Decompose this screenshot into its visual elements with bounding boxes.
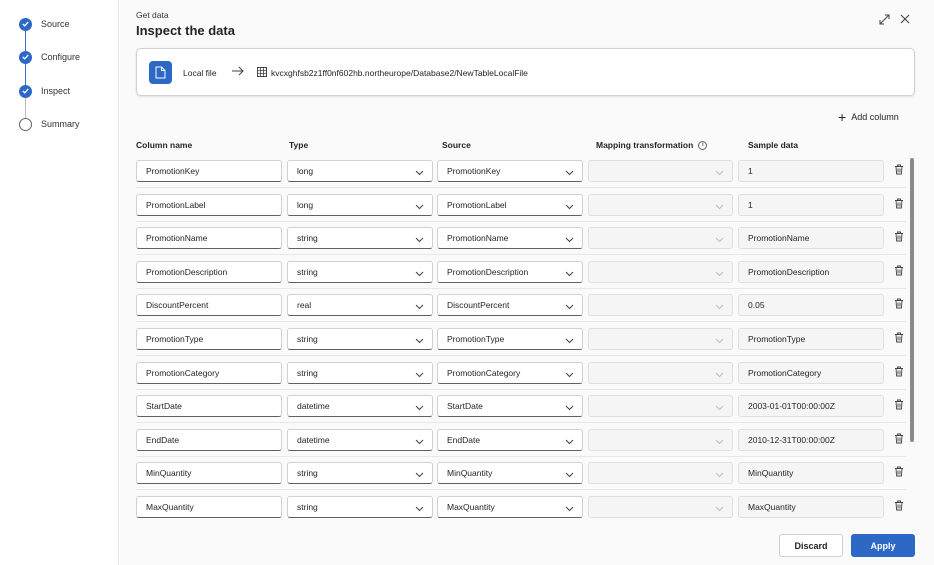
source-dropdown[interactable] — [437, 227, 583, 249]
mapping-dropdown[interactable] — [588, 496, 733, 518]
sample-value: 2010-12-31T00:00:00Z — [748, 434, 835, 445]
trash-icon[interactable] — [894, 399, 904, 412]
source-value: PromotionName — [447, 233, 509, 244]
source-destination-card — [136, 48, 915, 96]
info-icon[interactable]: i — [698, 141, 707, 150]
page-title: Inspect the data — [136, 23, 235, 38]
chevron-down-icon — [715, 168, 724, 178]
source-dropdown[interactable] — [437, 462, 583, 484]
chevron-down-icon — [715, 235, 724, 245]
column-name-input[interactable] — [136, 496, 282, 518]
source-dropdown[interactable] — [437, 261, 583, 283]
source-label: Local file — [183, 68, 217, 78]
file-icon — [149, 61, 172, 84]
scrollbar[interactable] — [910, 158, 915, 521]
trash-icon[interactable] — [894, 198, 904, 211]
chevron-down-icon — [565, 202, 574, 212]
column-name-input[interactable] — [136, 395, 282, 417]
chevron-down-icon — [715, 302, 724, 312]
chevron-down-icon — [565, 168, 574, 178]
type-value: string — [297, 233, 318, 244]
apply-button[interactable]: Apply — [851, 534, 915, 557]
chevron-down-icon — [715, 370, 724, 380]
discard-button[interactable]: Discard — [779, 534, 843, 557]
column-name-input[interactable] — [136, 194, 282, 216]
column-name-input[interactable] — [136, 294, 282, 316]
type-dropdown[interactable] — [287, 194, 433, 216]
table-row — [120, 389, 910, 423]
checkmark-icon — [19, 85, 32, 98]
table-row — [120, 456, 910, 490]
chevron-down-icon — [715, 403, 724, 413]
header-mapping — [596, 140, 707, 150]
type-value: string — [297, 367, 318, 378]
trash-icon[interactable] — [894, 164, 904, 177]
table-row — [120, 154, 910, 188]
chevron-down-icon — [415, 403, 424, 413]
step-label: Inspect — [41, 86, 71, 96]
source-value: DiscountPercent — [447, 300, 510, 311]
scrollbar-thumb[interactable] — [910, 158, 914, 442]
trash-icon[interactable] — [894, 466, 904, 479]
add-column-button[interactable] — [838, 109, 899, 125]
mapping-dropdown[interactable] — [588, 294, 733, 316]
type-dropdown[interactable] — [287, 261, 433, 283]
mapping-dropdown[interactable] — [588, 362, 733, 384]
source-dropdown[interactable] — [437, 328, 583, 350]
type-dropdown[interactable] — [287, 362, 433, 384]
header-sample: Sample data — [748, 140, 799, 150]
chevron-down-icon — [565, 437, 574, 447]
arrow-right-icon — [231, 66, 244, 78]
mapping-dropdown[interactable] — [588, 328, 733, 350]
sample-value: MaxQuantity — [748, 502, 796, 512]
chevron-down-icon — [565, 470, 574, 480]
trash-icon[interactable] — [894, 298, 904, 311]
column-name-input[interactable] — [136, 462, 282, 484]
chevron-down-icon — [715, 437, 724, 447]
sample-value: PromotionType — [748, 334, 806, 344]
sample-value: 1 — [748, 199, 753, 210]
sample-value: 2003-01-01T00:00:00Z — [748, 401, 835, 412]
chevron-down-icon — [415, 269, 424, 279]
sample-data-field — [738, 194, 884, 216]
inspect-panel — [120, 0, 934, 565]
type-value: datetime — [297, 434, 330, 445]
sample-data-field — [738, 429, 884, 451]
type-value: real — [297, 300, 312, 311]
sample-data-field — [738, 462, 884, 484]
chevron-down-icon — [715, 470, 724, 480]
mapping-dropdown[interactable] — [588, 261, 733, 283]
column-name-input[interactable] — [136, 261, 282, 283]
column-name-input[interactable] — [136, 362, 282, 384]
step-connector — [25, 31, 26, 51]
step-connector — [25, 97, 26, 118]
type-dropdown[interactable] — [287, 496, 433, 518]
column-name-value: PromotionKey — [146, 166, 200, 176]
column-name-value: MaxQuantity — [146, 502, 194, 512]
step-connector — [25, 64, 26, 85]
sample-data-field — [738, 496, 884, 518]
sample-data-field — [738, 395, 884, 417]
chevron-down-icon — [415, 336, 424, 346]
source-value: MinQuantity — [447, 468, 493, 479]
table-row — [120, 255, 910, 289]
source-value: StartDate — [447, 401, 483, 412]
source-dropdown[interactable] — [437, 496, 583, 518]
sample-value: PromotionDescription — [748, 266, 830, 277]
chevron-down-icon — [565, 235, 574, 245]
chevron-down-icon — [565, 269, 574, 279]
source-value: PromotionDescription — [447, 266, 529, 277]
column-name-value: StartDate — [146, 401, 182, 412]
source-value: PromotionCategory — [447, 367, 521, 378]
column-name-value: MinQuantity — [146, 468, 192, 479]
expand-icon[interactable] — [877, 12, 891, 26]
chevron-down-icon — [415, 302, 424, 312]
chevron-down-icon — [415, 437, 424, 447]
sample-value: PromotionName — [748, 233, 810, 244]
mapping-dropdown[interactable] — [588, 429, 733, 451]
column-name-input[interactable] — [136, 429, 282, 451]
table-row — [120, 490, 910, 521]
chevron-down-icon — [415, 370, 424, 380]
sample-value: MinQuantity — [748, 468, 794, 479]
source-value: PromotionType — [447, 334, 505, 344]
type-value: string — [297, 468, 318, 479]
type-dropdown[interactable] — [287, 227, 433, 249]
chevron-down-icon — [565, 302, 574, 312]
column-name-value: PromotionName — [146, 233, 208, 244]
mapping-dropdown[interactable] — [588, 462, 733, 484]
column-name-value: PromotionCategory — [146, 367, 220, 378]
chevron-down-icon — [415, 470, 424, 480]
header-type: Type — [289, 140, 309, 150]
chevron-down-icon — [715, 336, 724, 346]
sample-data-field — [738, 160, 884, 182]
chevron-down-icon — [715, 202, 724, 212]
table-icon — [257, 67, 267, 79]
chevron-down-icon — [565, 336, 574, 346]
source-dropdown[interactable] — [437, 194, 583, 216]
type-value: string — [297, 502, 318, 512]
destination-path: kvcxghfsb2z1ff0nf602hb.northeurope/Database2/NewTableLocalFile — [271, 68, 528, 78]
mapping-dropdown[interactable] — [588, 395, 733, 417]
chevron-down-icon — [415, 235, 424, 245]
header-mapping-label: Mapping transformation — [596, 140, 694, 150]
mapping-dropdown[interactable] — [588, 227, 733, 249]
type-dropdown[interactable] — [287, 462, 433, 484]
source-dropdown[interactable] — [437, 429, 583, 451]
chevron-down-icon — [565, 370, 574, 380]
mapping-dropdown[interactable] — [588, 160, 733, 182]
table-row — [120, 356, 910, 390]
source-dropdown[interactable] — [437, 294, 583, 316]
table-row — [120, 188, 910, 222]
table-row — [120, 221, 910, 255]
type-dropdown[interactable] — [287, 294, 433, 316]
source-value: EndDate — [447, 434, 481, 445]
sample-value: 1 — [748, 166, 753, 176]
header-source: Source — [442, 140, 471, 150]
type-value: long — [297, 199, 314, 210]
column-name-input[interactable] — [136, 328, 282, 350]
trash-icon[interactable] — [894, 500, 904, 513]
type-dropdown[interactable] — [287, 160, 433, 182]
sample-value: PromotionCategory — [748, 367, 822, 378]
type-value: string — [297, 334, 318, 344]
step-inspect[interactable] — [19, 84, 70, 98]
source-value: MaxQuantity — [447, 502, 495, 512]
plus-icon: + — [838, 109, 847, 125]
step-source[interactable] — [19, 17, 70, 31]
table-row — [120, 288, 910, 322]
source-value: PromotionLabel — [447, 199, 507, 210]
column-name-value: EndDate — [146, 434, 180, 445]
chevron-down-icon — [415, 168, 424, 178]
step-configure[interactable] — [19, 50, 80, 64]
chevron-down-icon — [715, 504, 724, 514]
trash-icon[interactable] — [894, 433, 904, 446]
trash-icon[interactable] — [894, 231, 904, 244]
column-name-value: PromotionType — [146, 334, 204, 344]
step-summary[interactable] — [19, 117, 80, 131]
sample-data-field — [738, 362, 884, 384]
type-value: string — [297, 266, 318, 277]
sample-data-field — [738, 294, 884, 316]
close-icon[interactable] — [898, 12, 912, 26]
type-dropdown[interactable] — [287, 328, 433, 350]
step-label: Configure — [41, 52, 81, 62]
table-row — [120, 423, 910, 457]
trash-icon[interactable] — [894, 332, 904, 345]
source-dropdown[interactable] — [437, 160, 583, 182]
column-name-input[interactable] — [136, 227, 282, 249]
sample-data-field — [738, 227, 884, 249]
add-column-label: Add column — [851, 112, 899, 122]
sample-value: 0.05 — [748, 300, 765, 311]
breadcrumb: Get data — [136, 10, 169, 20]
chevron-down-icon — [565, 403, 574, 413]
source-dropdown[interactable] — [437, 362, 583, 384]
source-dropdown[interactable] — [437, 395, 583, 417]
sample-data-field — [738, 261, 884, 283]
column-name-value: PromotionLabel — [146, 199, 206, 210]
type-dropdown[interactable] — [287, 395, 433, 417]
checkmark-icon — [19, 51, 32, 64]
sample-data-field — [738, 328, 884, 350]
chevron-down-icon — [715, 269, 724, 279]
empty-circle-icon — [19, 118, 32, 131]
header-column-name: Column name — [136, 140, 193, 150]
type-dropdown[interactable] — [287, 429, 433, 451]
chevron-down-icon — [415, 504, 424, 514]
column-name-value: DiscountPercent — [146, 300, 209, 311]
type-value: datetime — [297, 401, 330, 412]
column-name-input[interactable] — [136, 160, 282, 182]
chevron-down-icon — [415, 202, 424, 212]
trash-icon[interactable] — [894, 265, 904, 278]
wizard-stepper — [0, 0, 119, 565]
source-value: PromotionKey — [447, 166, 501, 176]
step-label: Summary — [41, 119, 80, 129]
columns-table — [120, 154, 920, 521]
chevron-down-icon — [565, 504, 574, 514]
trash-icon[interactable] — [894, 366, 904, 379]
checkmark-icon — [19, 18, 32, 31]
type-value: long — [297, 166, 314, 176]
step-label: Source — [41, 19, 70, 29]
mapping-dropdown[interactable] — [588, 194, 733, 216]
table-row — [120, 322, 910, 356]
column-name-value: PromotionDescription — [146, 266, 228, 277]
